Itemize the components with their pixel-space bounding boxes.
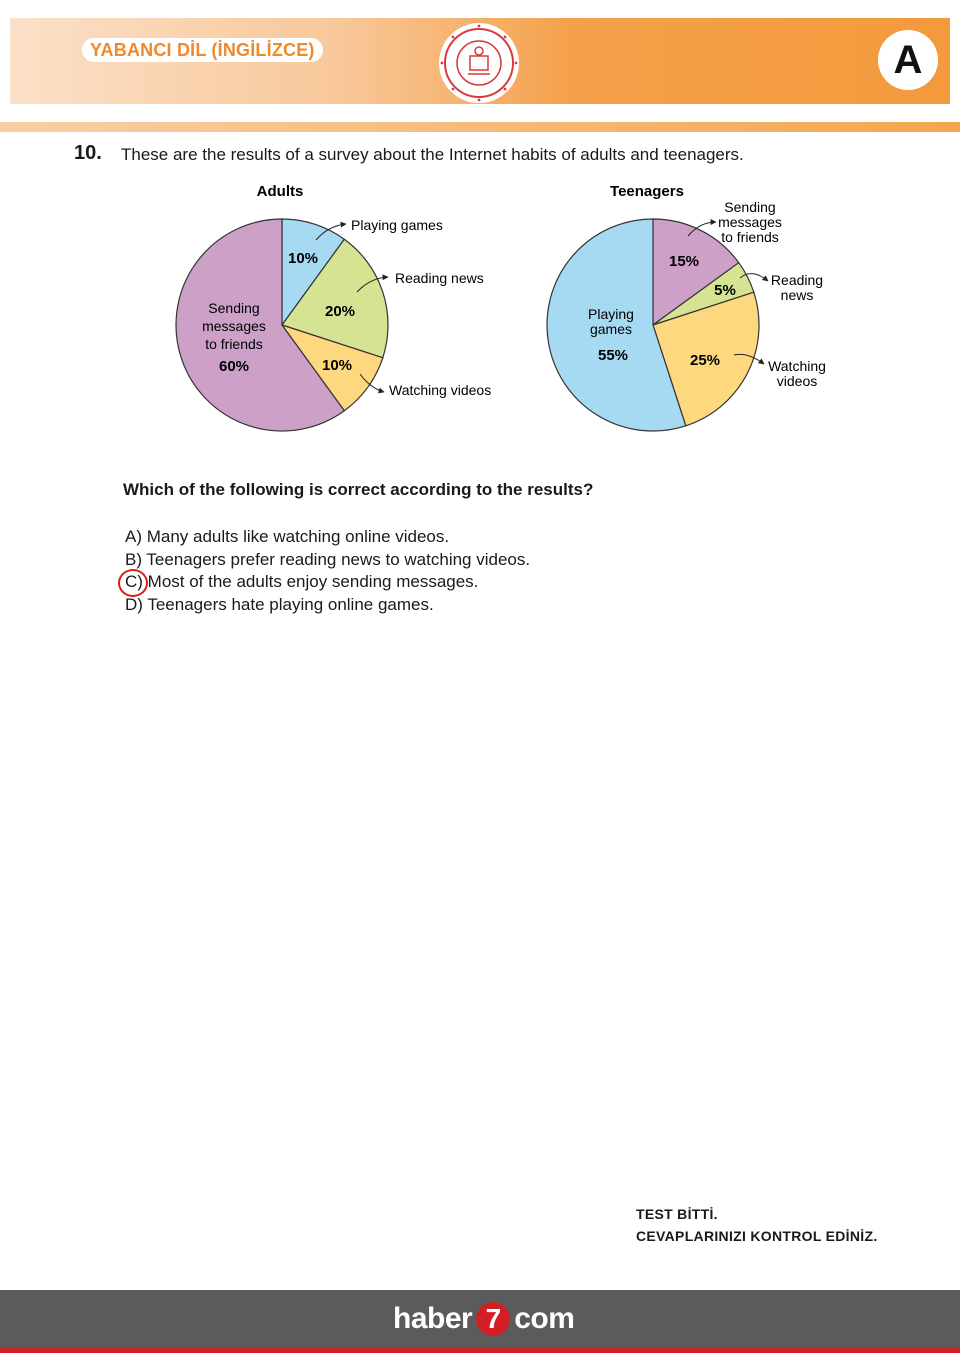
- booklet-letter: A: [878, 30, 938, 90]
- adults-value-reading-news: 20%: [324, 303, 356, 320]
- label-line: Playing: [588, 306, 634, 322]
- teens-label-watching-videos: [768, 358, 826, 389]
- label-line: to friends: [721, 229, 779, 245]
- teens-value-playing-games: 55%: [597, 347, 629, 364]
- teens-label-playing-games: [588, 306, 634, 337]
- option-d[interactable]: D) Teenagers hate playing online games.: [125, 595, 434, 615]
- adults-label-reading-news: Reading news: [395, 270, 484, 286]
- option-c[interactable]: C) Most of the adults enjoy sending messages.: [125, 572, 479, 592]
- test-end-label: TEST BİTTİ.: [636, 1206, 718, 1222]
- teens-title: Teenagers: [610, 183, 684, 200]
- answer-circle-mark: [118, 569, 148, 597]
- adults-label-playing-games: Playing games: [351, 217, 443, 233]
- label-line: to friends: [205, 336, 263, 352]
- label-line: Watching: [768, 358, 826, 374]
- teens-value-sending-messages: 15%: [668, 253, 700, 270]
- teens-label-sending-messages: [718, 199, 782, 245]
- label-line: messages: [202, 318, 266, 334]
- answer-options: [125, 527, 530, 618]
- question-text: These are the results of a survey about the Internet habits of adults and teenagers.: [121, 145, 744, 164]
- label-line: messages: [718, 214, 782, 230]
- pie-charts: [0, 0, 960, 450]
- haber7-logo: [393, 1298, 574, 1340]
- label-line: games: [589, 321, 633, 337]
- option-a[interactable]: A) Many adults like watching online videos.: [125, 527, 450, 546]
- logo-seven: 7: [476, 1302, 510, 1336]
- question-number: 10.: [74, 142, 102, 164]
- label-line: videos: [776, 373, 818, 389]
- label-line: Sending: [208, 300, 260, 316]
- adults-value-playing-games: 10%: [287, 250, 319, 267]
- label-line: Reading: [770, 272, 824, 288]
- teens-label-reading-news: [771, 272, 823, 303]
- label-line: news: [780, 287, 814, 303]
- footer-accent-line: [0, 1347, 960, 1353]
- adults-value-sending-messages: 60%: [218, 358, 250, 375]
- logo-text-haber: haber: [393, 1302, 473, 1335]
- adults-value-watching-videos: 10%: [321, 357, 353, 374]
- subject-label: YABANCI DİL (İNGİLİZCE): [82, 38, 323, 62]
- question-prompt: Which of the following is correct according to the results?: [123, 480, 594, 499]
- check-answers-label: CEVAPLARINIZI KONTROL EDİNİZ.: [636, 1228, 878, 1244]
- teens-pie: [547, 219, 759, 431]
- logo-text-com: com: [514, 1302, 575, 1335]
- option-b[interactable]: B) Teenagers prefer reading news to watching videos.: [125, 549, 531, 569]
- adults-label-sending-messages: [202, 300, 266, 352]
- adults-label-watching-videos: Watching videos: [389, 382, 492, 398]
- teens-value-reading-news: 5%: [714, 282, 736, 299]
- label-line: Sending: [724, 199, 776, 215]
- teens-value-watching-videos: 25%: [689, 352, 721, 369]
- adults-title: Adults: [256, 183, 304, 200]
